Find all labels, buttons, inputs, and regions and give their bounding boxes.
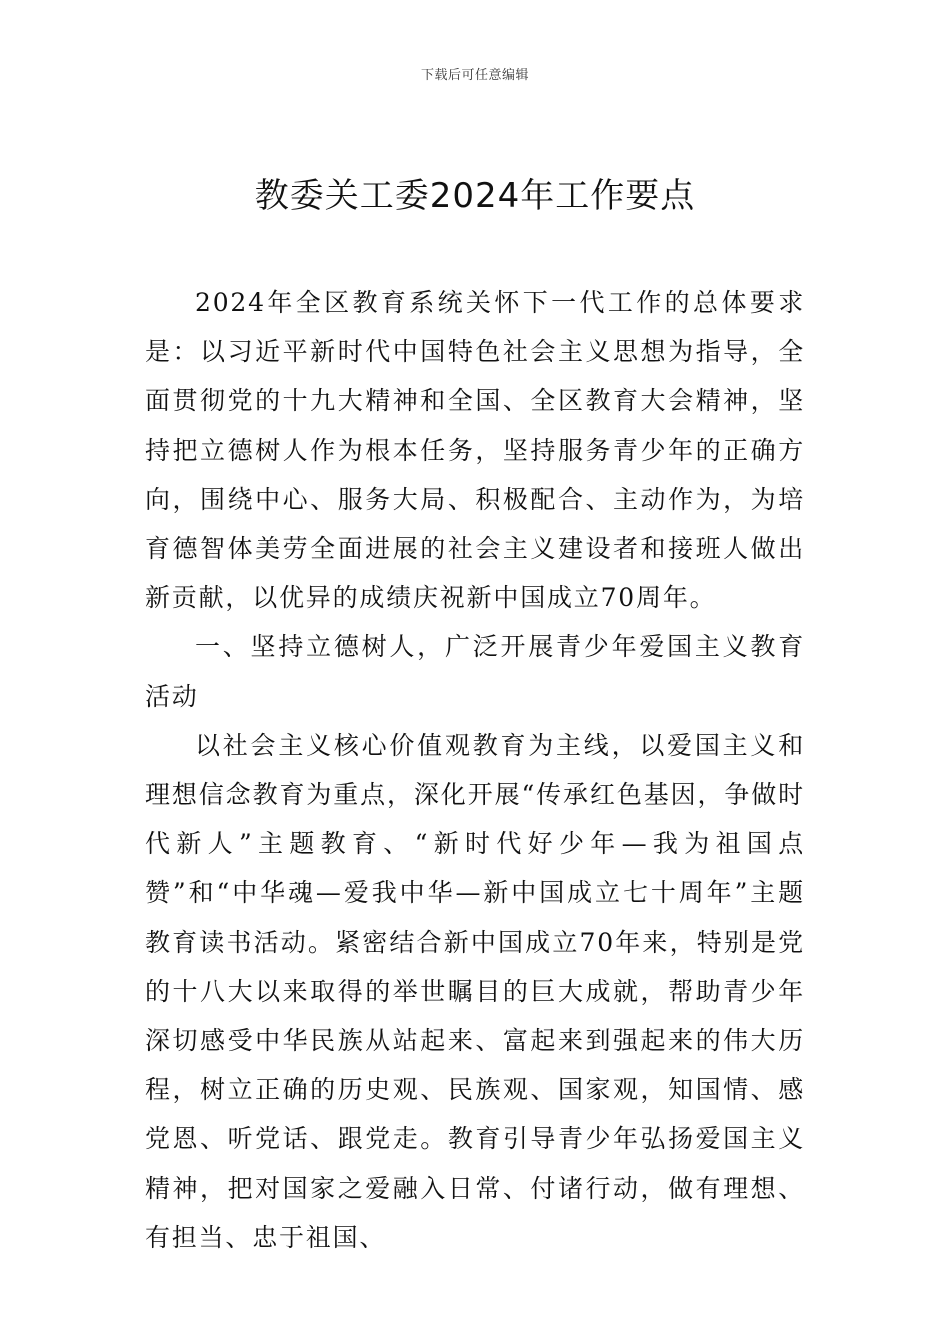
header-note: 下载后可任意编辑 [420,68,529,83]
document-body [145,278,805,1262]
section-heading-1: 一、坚持立德树人，广泛开展青少年爱国主义教育活动 [145,632,805,711]
paragraph-section-1: 以社会主义核心价值观教育为主线，以爱国主义和理想信念教育为重点，深化开展“传承红色基因，争做时代新人”主题教育、“新时代好少年—我为祖国点赞”和“中华魂—爱我中华—新中国成立七十周年”主题教育读书活动。紧密结合新中国成立70年来，特别是党的十八大以来取得的举世瞩目的巨大成就，帮助青少年深切感受中华民族从站起来、富起来到强起来的伟大历程，树立正确的历史观、民族观、国家观，知国情、感党恩、听党话、跟党走。教育引导青少年弘扬爱国主义精神，把对国家之爱融入日常、付诸行动，做有理想、有担当、忠于祖国、 [145,730,805,1252]
paragraph-general-requirements: 2024年全区教育系统关怀下一代工作的总体要求是：以习近平新时代中国特色社会主义思想为指导，全面贯彻党的十九大精神和全国、全区教育大会精神，坚持把立德树人作为根本任务，坚持服务青少年的正确方向，围绕中心、服务大局、积极配合、主动作为，为培育德智体美劳全面进展的社会主义建设者和接班人做出新贡献，以优异的成绩庆祝新中国成立70周年。 [145,288,805,613]
document-title: 教委关工委2024年工作要点 [254,176,696,216]
